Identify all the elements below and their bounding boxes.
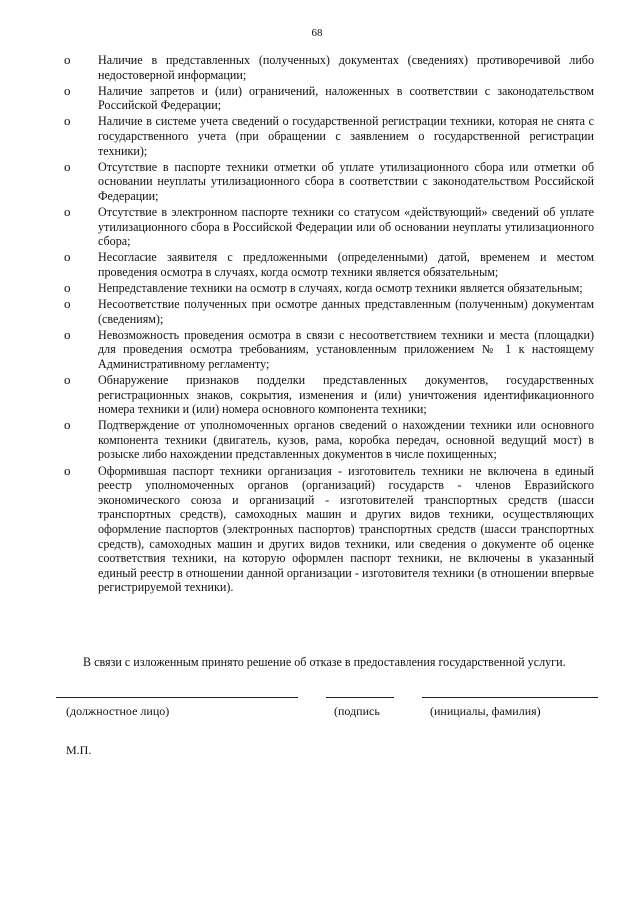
reason-text: Обнаружение признаков подделки представленных документов, государственных регистрационных знаков, сокрытия, изменения и (или) уничтожения идентификационного номера техники и (или) номера основного компонента техники; — [98, 372, 594, 417]
list-item — [62, 53, 594, 82]
list-item — [62, 373, 594, 417]
reason-text: Несоответствие полученных при осмотре данных представленным (полученным) документам (сведениям); — [98, 297, 594, 326]
position-label: (должностное лицо) — [66, 704, 170, 718]
list-item — [62, 281, 594, 296]
stamp-label: М.П. — [66, 743, 92, 757]
signature-block — [0, 697, 634, 727]
position-line — [56, 697, 298, 698]
reason-text: Несогласие заявителя с предложенными (определенными) датой, временем и местом проведения осмотра в случаях, когда осмотр техники является обязательным; — [98, 250, 594, 279]
reason-text: Наличие в системе учета сведений о государственной регистрации техники, которая не снята с государственного учета (при обращении с заявлением о государственной регистрации техники); — [98, 114, 594, 158]
page-number: 68 — [311, 27, 323, 39]
reason-text: Непредставление техники на осмотр в случаях, когда осмотр техники является обязательным; — [98, 280, 583, 295]
name-label: (инициалы, фамилия) — [430, 704, 541, 718]
bullet-icon: o — [64, 417, 71, 433]
reason-text: Оформившая паспорт техники организация - изготовитель техники не включена в единый реестр уполномоченных органов (организаций) государств - членов Евразийского экономического союза и организаций - изготовителей транспортных средств (шасси транспортных средств), самоходных машин и других видов техники, осуществляющих оформление паспортов (электронных паспортов) транспортных средств (шасси транспортных средств), самоходных машин и других видов техники, или сведения о документе об оценке соответствия техники, на которую оформлен паспорт техники, не включены в указанный единый реестр в отношении данной организации - изготовителя техники (в отношении впервые регистрируемой техники). — [98, 463, 594, 595]
decision-paragraph: В связи с изложенным принято решение об отказе в предоставления государственной услуги. — [83, 655, 566, 669]
list-item — [62, 297, 594, 326]
signature-label: (подпись — [334, 704, 380, 718]
list-item — [62, 464, 594, 595]
bullet-icon: o — [64, 326, 71, 342]
list-item — [62, 205, 594, 249]
list-item — [62, 418, 594, 462]
reason-text: Невозможность проведения осмотра в связи с несоответствием техники и места (площадки) для проведения осмотра требованиям, установленным приложением № 1 к настоящему Административному регламенту; — [98, 327, 594, 371]
reason-text: Отсутствие в электронном паспорте техники со статусом «действующий» сведений об уплате утилизационного сбора в Российской Федерации или об основании неуплаты утилизационного сбора; — [98, 204, 594, 249]
bullet-icon: o — [64, 158, 71, 174]
signature-line — [326, 697, 394, 698]
bullet-icon: o — [64, 371, 71, 387]
list-item — [62, 84, 594, 113]
bullet-icon: o — [64, 249, 71, 265]
list-item — [62, 328, 594, 372]
refusal-reasons-list — [62, 53, 594, 596]
reason-text: Подтверждение от уполномоченных органов сведений о нахождении техники или основного компонента техники (двигатель, кузов, рама, коробка передач, основной ведущий мост) в розыске либо нахождении представленных документов в числе похищенных; — [98, 418, 594, 462]
reason-text: Отсутствие в паспорте техники отметки об уплате утилизационного сбора или отметки об основании неуплаты утилизационного сбора в соответствии с законодательством Российской Федерации; — [98, 159, 594, 203]
list-item — [62, 250, 594, 279]
bullet-icon: o — [64, 279, 71, 295]
bullet-icon: o — [64, 113, 71, 129]
bullet-icon: o — [64, 296, 71, 311]
list-item — [62, 114, 594, 158]
bullet-icon: o — [64, 203, 71, 219]
bullet-icon: o — [64, 462, 71, 478]
bullet-icon: o — [64, 52, 71, 67]
reason-text: Наличие в представленных (полученных) документах (сведениях) противоречивой либо недостоверной информации; — [98, 53, 594, 82]
bullet-icon: o — [64, 82, 71, 98]
name-line — [422, 697, 598, 698]
reason-text: Наличие запретов и (или) ограничений, наложенных в соответствии с законодательством Российской Федерации; — [98, 83, 594, 113]
list-item — [62, 160, 594, 204]
